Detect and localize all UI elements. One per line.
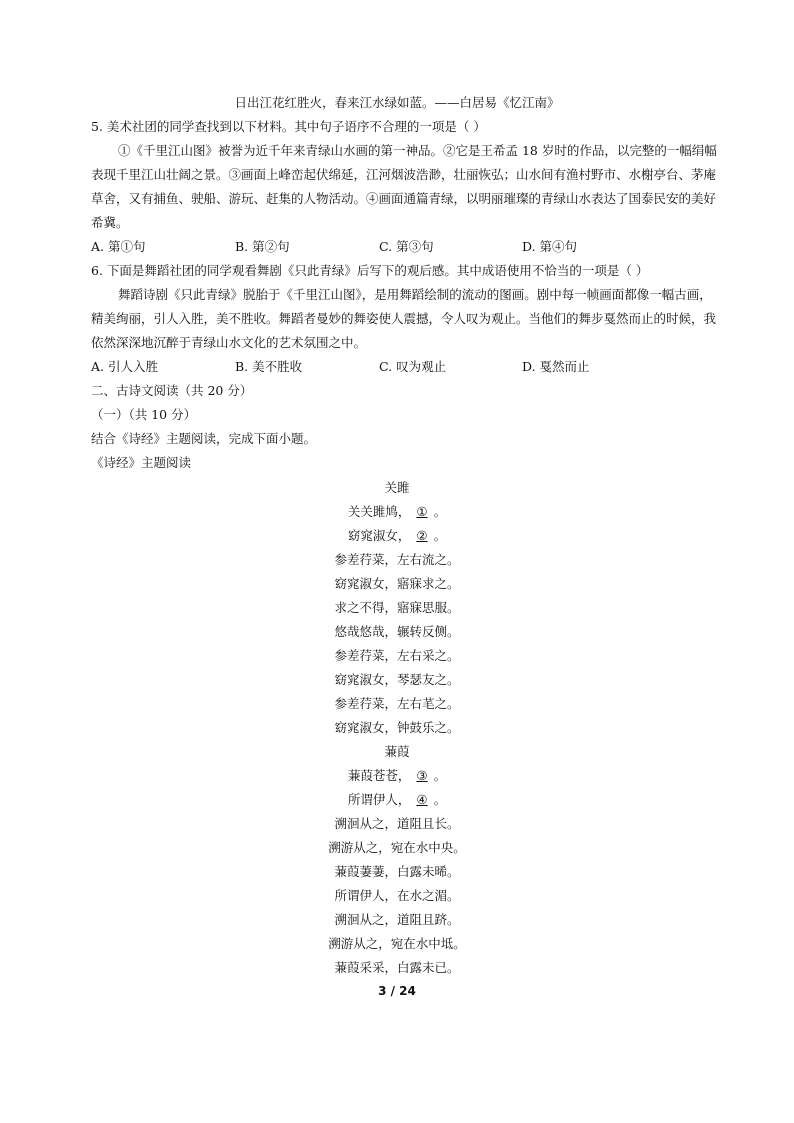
- section-heading: 二、古诗文阅读（共 20 分）: [91, 383, 253, 398]
- poem-line-punct: 。: [433, 792, 447, 807]
- poem-line: 参差荇菜，左右流之。: [334, 552, 460, 567]
- poem-line: 溯洄从之，道阻且跻。: [334, 912, 460, 927]
- reading-subtitle: 《诗经》主题阅读: [91, 455, 192, 470]
- poem-line-text: 窈窕淑女，: [347, 528, 411, 543]
- q5-option-c: C. 第③句: [379, 239, 434, 254]
- poem-line: [0, 528, 794, 544]
- q6-option-c: C. 叹为观止: [379, 359, 447, 374]
- poem-line: 窈窕淑女，寤寐求之。: [334, 576, 460, 591]
- fill-blank-4: ④: [416, 792, 428, 807]
- poem-title: 关雎: [384, 480, 410, 495]
- poem-line: 蒹葭萋萋，白露未晞。: [334, 864, 460, 879]
- q6-passage-line: 舞蹈诗剧《只此青绿》脱胎于《千里江山图》，是用舞蹈绘制的流动的图画。剧中每一帧画面都像一幅古画，: [118, 287, 712, 302]
- poem-line-punct: 。: [433, 504, 447, 519]
- poem-line-text: 蒹葭苍苍，: [347, 768, 411, 783]
- q6-option-a: A. 引人入胜: [91, 359, 158, 374]
- poem-line-punct: 。: [433, 528, 447, 543]
- q6-option-b: B. 美不胜收: [235, 359, 303, 374]
- poem-line: 溯游从之，宛在水中坻。: [328, 936, 466, 951]
- poem-title: 蒹葭: [384, 744, 410, 759]
- q5-passage-line: ①《千里江山图》被誉为近千年来青绿山水画的第一神品。②它是王希孟 18 岁时的作品，以完整的一幅绢幅: [118, 143, 717, 158]
- q5-option-b: B. 第②句: [235, 239, 290, 254]
- q5-option-d: D. 第④句: [522, 239, 578, 254]
- q6-passage-line: 依然深深地沉醉于青绿山水文化的艺术氛围之中。: [91, 335, 367, 350]
- instruction: 结合《诗经》主题阅读，完成下面小题。: [91, 431, 317, 446]
- fill-blank-3: ③: [416, 768, 428, 783]
- poem-line: 悠哉悠哉，辗转反侧。: [334, 624, 460, 639]
- q5-stem: 5. 美术社团的同学查找到以下材料。其中句子语序不合理的一项是（ ）: [91, 119, 486, 134]
- poem-line: 溯洄从之，道阻且长。: [334, 816, 460, 831]
- q6-stem: 6. 下面是舞蹈社团的同学观看舞剧《只此青绿》后写下的观后感。其中成语使用不恰当的一项是（ ）: [91, 263, 649, 278]
- poem-line: 参差荇菜，左右采之。: [334, 648, 460, 663]
- poem-line: 溯游从之，宛在水中央。: [328, 840, 466, 855]
- poem-line-text: 关关雎鸠，: [347, 504, 411, 519]
- part-heading: （一）（共 10 分）: [91, 407, 197, 422]
- poem-line: [0, 504, 794, 520]
- q6-passage-line: 精美绚丽，引人入胜，美不胜收。舞蹈者曼妙的舞姿使人震撼，令人叹为观止。当他们的舞步戛然而止的时候，我: [91, 311, 717, 326]
- fill-blank-1: ①: [416, 504, 428, 519]
- poem-line-text: 所谓伊人，: [347, 792, 411, 807]
- poem-line: 求之不得，寤寐思服。: [334, 600, 460, 615]
- q5-passage-line: 希冀。: [91, 215, 129, 230]
- poem-line: [0, 768, 794, 784]
- q6-option-d: D. 戛然而止: [522, 359, 590, 374]
- poem-line: 所谓伊人，在水之湄。: [334, 888, 460, 903]
- page-number: 3 / 24: [378, 984, 416, 998]
- q5-passage-line: 草舍，又有捕鱼、驶船、游玩、赶集的人物活动。④画面通篇青绿，以明丽璀璨的青绿山水表达了国泰民安的美好: [91, 191, 717, 206]
- q5-passage-line: 表现千里江山壮阔之景。③画面上峰峦起伏绵延，江河烟波浩渺，壮丽恢弘；山水间有渔村野市、水榭亭台、茅庵: [91, 167, 717, 182]
- poem-line: [0, 792, 794, 808]
- poem-line: 参差荇菜，左右芼之。: [334, 696, 460, 711]
- q5-option-a: A. 第①句: [91, 239, 146, 254]
- poem-line: 蒹葭采采，白露未已。: [334, 960, 460, 975]
- poem-line: 窈窕淑女，钟鼓乐之。: [334, 720, 460, 735]
- poem-line-punct: 。: [433, 768, 447, 783]
- fill-blank-2: ②: [416, 528, 428, 543]
- poem-line: 窈窕淑女，琴瑟友之。: [334, 672, 460, 687]
- top-quote: 日出江花红胜火，春来江水绿如蓝。——白居易《忆江南》: [234, 95, 560, 110]
